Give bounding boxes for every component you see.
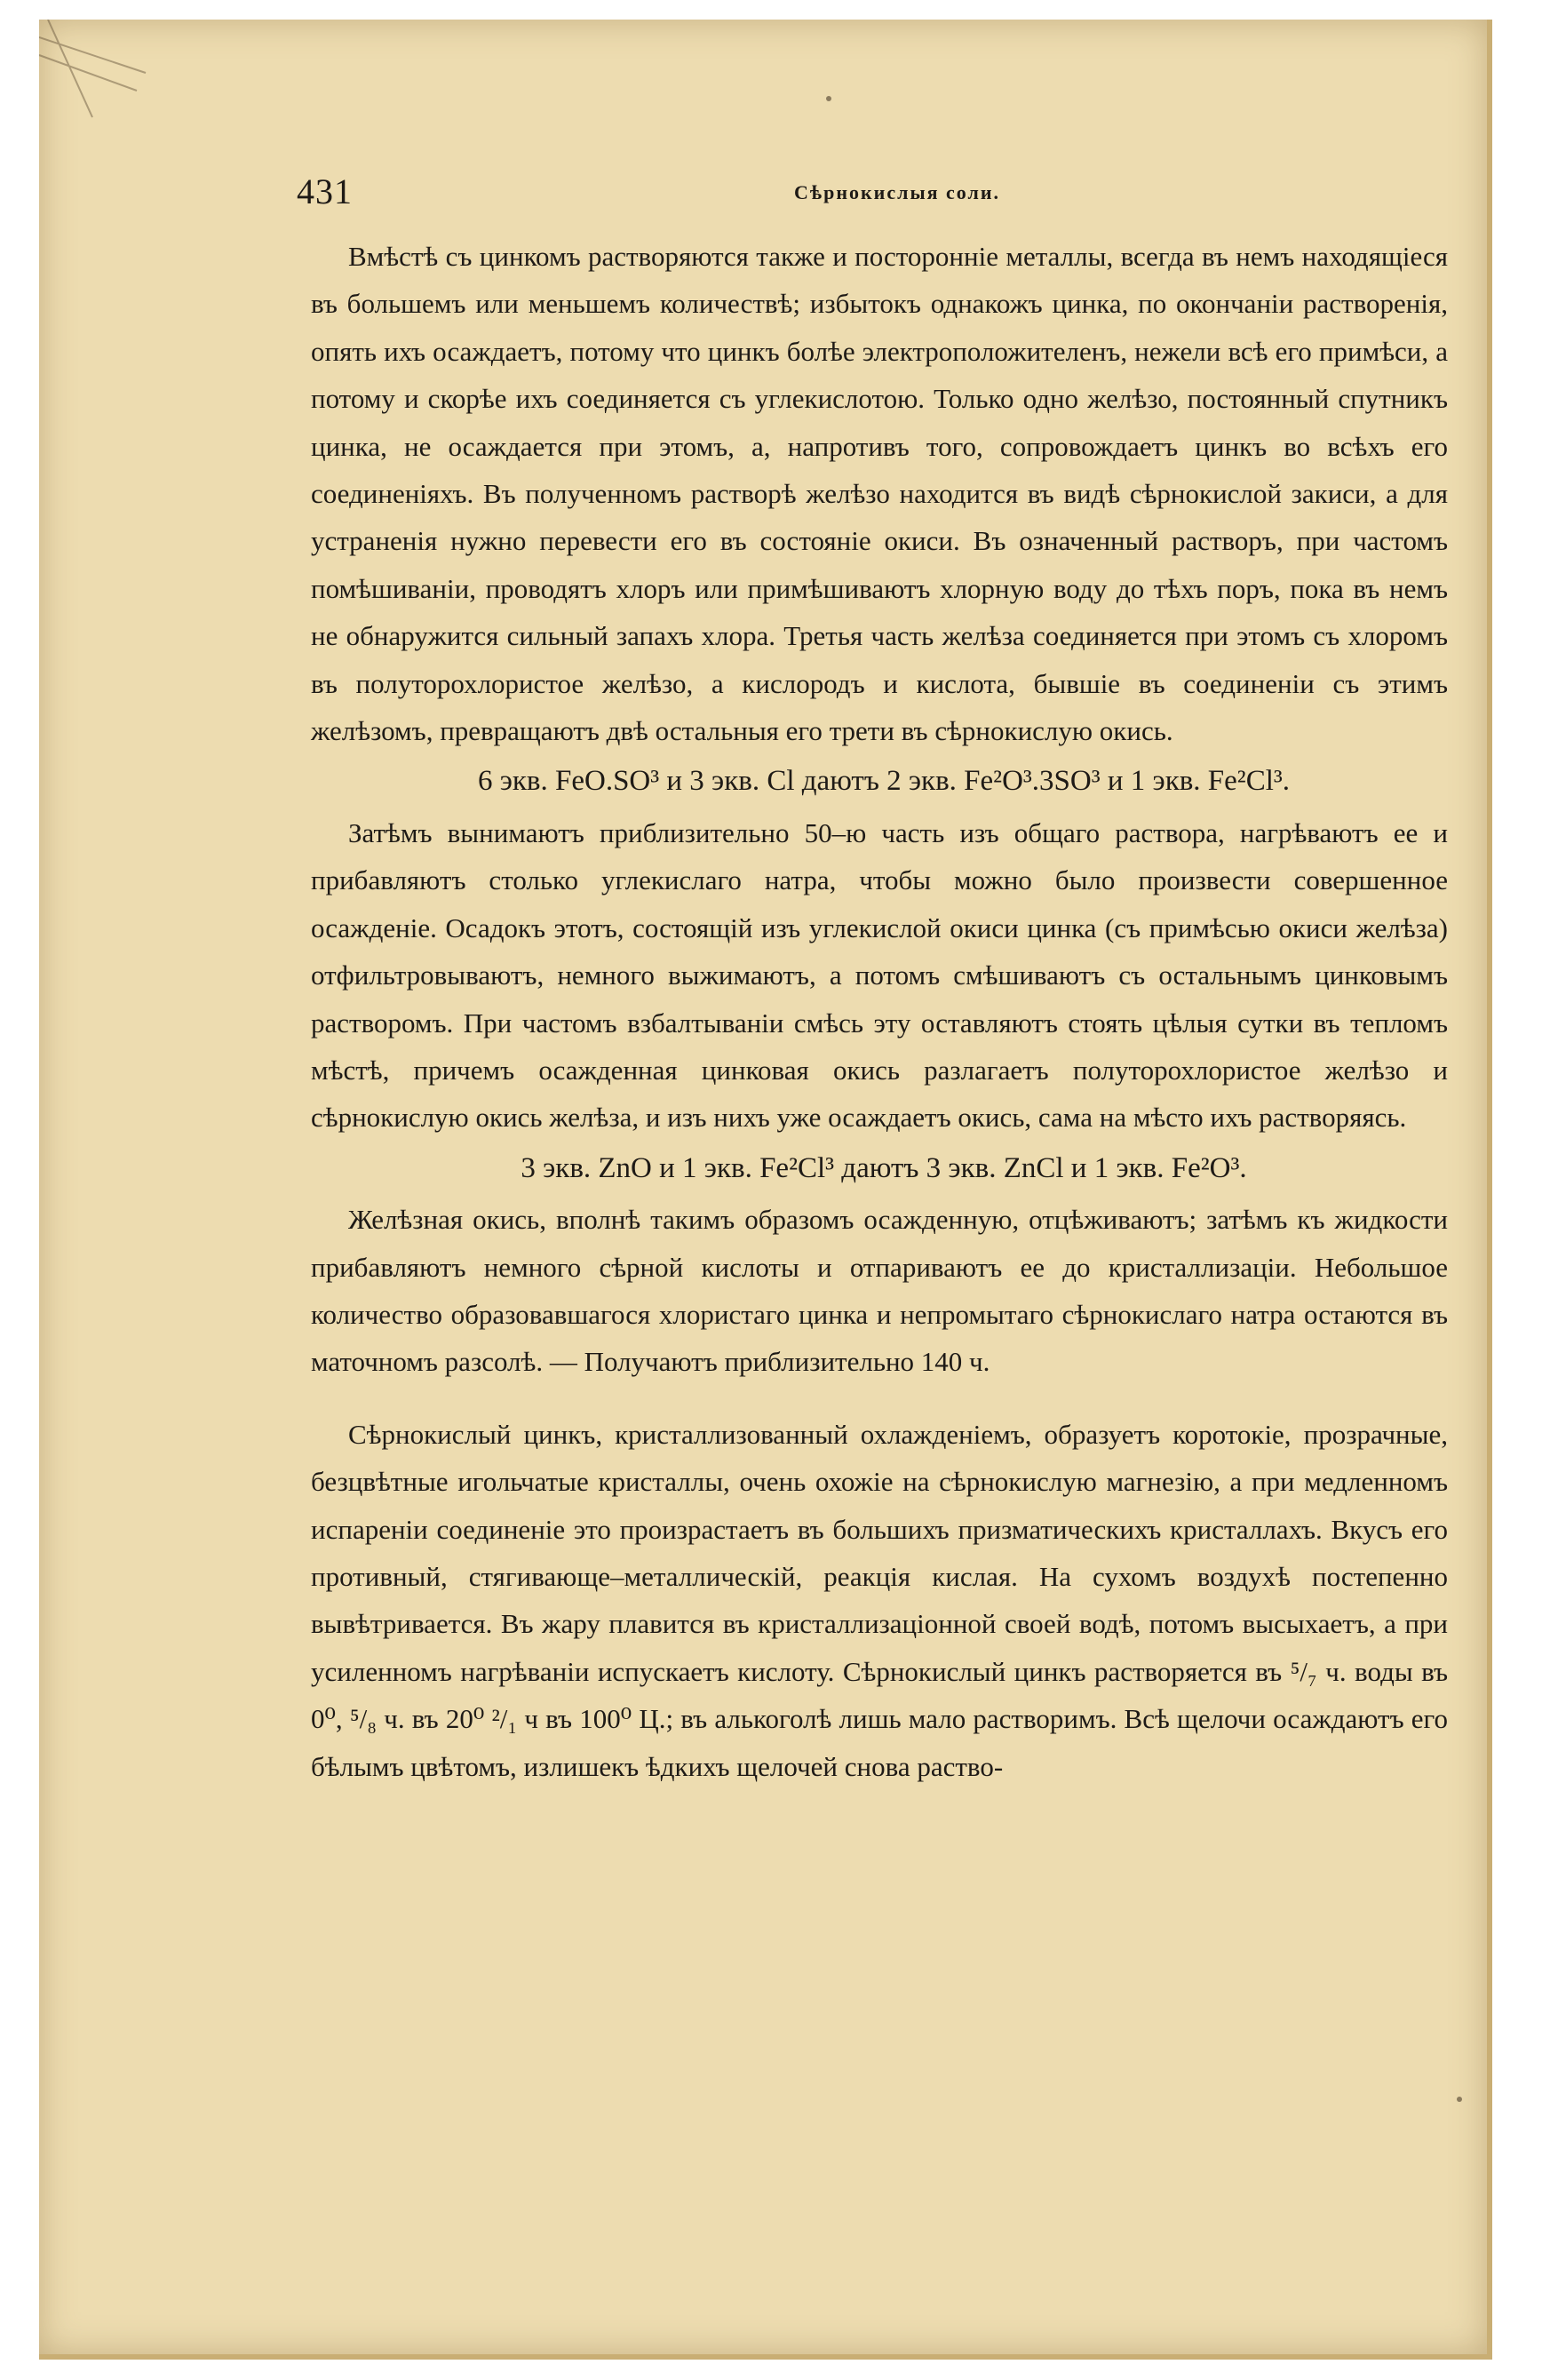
body-text: [311, 233, 1448, 1790]
paragraph: Желѣзная окись, вполнѣ такимъ образомъ осажденную, отцѣживаютъ; затѣмъ къ жидкости прибавляютъ немного сѣрной кислоты и отпариваютъ ее до кристаллизаціи. Небольшое количество образовавшагося хлористаго цинка и непромытаго сѣрнокислаго натра остаются въ маточномъ разсолѣ. — Получаютъ приблизительно 140 ч.: [311, 1204, 1448, 1378]
ink-speck: [1457, 2097, 1462, 2102]
corner-scratch-marks: [39, 20, 155, 126]
formula: 3 экв. ZnO и 1 экв. Fe²Cl³ даютъ 3 экв. ZnCl и 1 экв. Fe²O³.: [521, 1151, 1247, 1184]
running-title: Сѣрнокислыя соли.: [794, 181, 1001, 203]
ink-speck: [826, 96, 831, 101]
paragraph: Вмѣстѣ съ цинкомъ растворяются также и посторонніе металлы, всегда въ немъ находящіеся въ большемъ или меньшемъ количествѣ; избытокъ однакожъ цинка, по окончаніи растворенія, опять ихъ осаждаетъ, потому что цинкъ болѣе электроположителенъ, нежели всѣ его примѣси, а потому и скорѣе ихъ соединяется съ углекислотою. Только одно желѣзо, постоянный спутникъ цинка, не осаждается при этомъ, а, напротивъ того, сопровождаетъ цинкъ во всѣхъ его соединеніяхъ. Въ полученномъ растворѣ желѣзо находится въ видѣ сѣрнокислой закиси, а для устраненія нужно перевести его въ состояніе окиси. Въ означенный растворъ, при частомъ помѣшиваніи, проводятъ хлоръ или примѣшиваютъ хлорную воду до тѣхъ поръ, пока въ немъ не обнаружится сильный запахъ хлора. Третья часть желѣза соединяется при этомъ съ хлоромъ въ полуторохлористое желѣзо, а кислородъ и кислота, бывшіе въ соединеніи съ этимъ желѣзомъ, превращаютъ двѣ остальныя его трети въ сѣрнокислую окись.: [311, 241, 1448, 747]
page-number: 431: [297, 171, 353, 211]
formula: 6 экв. FeO.SO³ и 3 экв. Cl даютъ 2 экв. Fe²O³.3SO³ и 1 экв. Fe²Cl³.: [477, 765, 1291, 798]
paragraph: Сѣрнокислый цинкъ, кристаллизованный охлажденіемъ, образуетъ коротокіе, прозрачные, безцвѣтные игольчатые кристаллы, очень охожіе на сѣрнокислую магнезію, а при медленномъ испареніи соединеніе это произрастаетъ въ большихъ призматическихъ кристаллахъ. Вкусъ его противный, стягивающе–металлическій, реакція кислая. На сухомъ воздухѣ постепенно вывѣтривается. Въ жару плавится въ кристаллизаціонной своей водѣ, потомъ высыхаетъ, а при усиленномъ нагрѣваніи испускаетъ кислоту. Сѣрнокислый цинкъ растворяется въ ⁵/₇ ч. воды въ 0⁰, ⁵/₈ ч. въ 20⁰ ²/₁ ч въ 100⁰ Ц.; въ алькоголѣ лишь мало растворимъ. Всѣ щелочи осаждаютъ его бѣлымъ цвѣтомъ, излишекъ ѣдкихъ щелочей снова раство-: [311, 1418, 1448, 1782]
page-header: [297, 171, 1451, 215]
paragraph: Затѣмъ вынимаютъ приблизительно 50–ю часть изъ общаго раствора, нагрѣваютъ ее и прибавляютъ столько углекислаго натра, чтобы можно было произвести совершенное осажденіе. Осадокъ этотъ, состоящій изъ углекислой окиси цинка (съ примѣсью окиси желѣза) отфильтровываютъ, немного выжимаютъ, а потомъ смѣшиваютъ съ остальнымъ цинковымъ растворомъ. При частомъ взбалтываніи смѣсь эту оставляютъ стоять цѣлыя сутки въ тепломъ мѣстѣ, причемъ осажденная цинковая окись разлагаетъ полуторохлористое желѣзо и сѣрнокислую окись желѣза, и изъ нихъ уже осаждаетъ окись, сама на мѣсто ихъ растворяясь.: [311, 816, 1448, 1134]
